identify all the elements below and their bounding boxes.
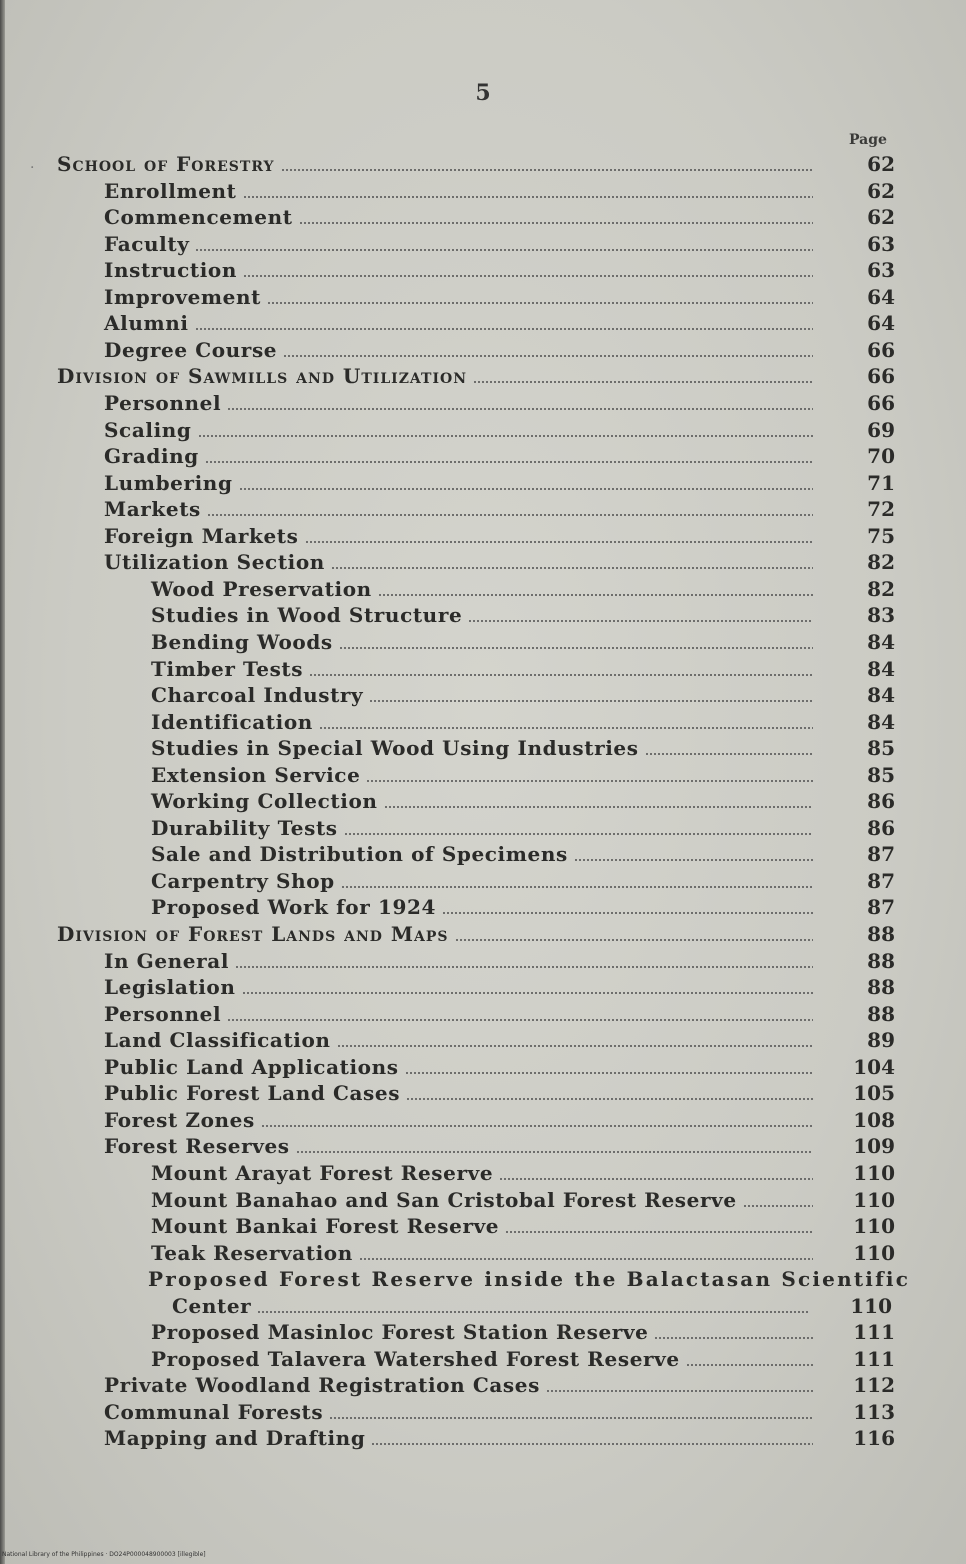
toc-entry-page: 75	[867, 523, 895, 548]
toc-entry-page: 84	[867, 656, 895, 681]
dot-leader	[243, 196, 813, 198]
toc-entry-title: Instruction	[104, 258, 237, 283]
toc-entry	[104, 1371, 895, 1398]
toc-entry-title: Sale and Distribution of Specimens	[151, 842, 568, 867]
dot-leader	[743, 1205, 813, 1207]
toc-entry-title: Personnel	[104, 1001, 222, 1026]
toc-entry-title: Extension Service	[151, 762, 361, 787]
toc-entry-page: 83	[867, 603, 895, 628]
toc-entry-title: Faculty	[104, 231, 190, 256]
dot-leader	[319, 727, 813, 729]
toc-entry-page: 82	[867, 576, 895, 601]
toc-entry-title: Grading	[104, 444, 199, 469]
dot-leader	[371, 1443, 813, 1445]
toc-entry	[104, 973, 895, 1000]
toc-entry-title: Identification	[151, 709, 313, 734]
toc-entry	[151, 867, 895, 893]
toc-entry-title: Teak Reservation	[151, 1240, 353, 1265]
dot-leader	[283, 355, 813, 357]
toc-entry-title: Legislation	[104, 975, 236, 1000]
dot-leader	[195, 328, 813, 330]
toc-entry	[104, 230, 895, 256]
toc-entry-title: Forest Zones	[104, 1107, 255, 1132]
toc-entry-title: Mount Bankai Forest Reserve	[151, 1214, 500, 1238]
toc-entry-page: 84	[867, 709, 895, 734]
dot-leader	[242, 992, 813, 994]
toc-entry-title: Public Land Applications	[104, 1054, 399, 1079]
dot-leader	[473, 381, 813, 383]
toc-entry-title: Mount Banahao and San Cristobal Forest Reserve	[151, 1187, 737, 1212]
toc-entry-title: Division of Forest Lands and Maps	[57, 922, 449, 946]
dot-leader	[205, 461, 813, 463]
toc-entry-title: Forest Reserves	[104, 1134, 290, 1159]
toc-entry	[104, 548, 895, 575]
dot-leader	[305, 541, 813, 543]
dot-leader	[645, 753, 813, 755]
toc-entry	[151, 1239, 895, 1265]
toc-entry	[104, 522, 895, 548]
toc-entry	[104, 283, 895, 309]
toc-entry	[151, 814, 895, 840]
toc-entry	[151, 787, 895, 814]
toc-entry	[104, 469, 895, 495]
toc-entry	[151, 893, 895, 920]
toc-entry-page: 111	[853, 1320, 895, 1345]
toc-entry-page: 112	[853, 1373, 895, 1398]
dot-leader	[243, 275, 813, 277]
toc-entry-page: 104	[853, 1054, 895, 1079]
dot-leader	[337, 1045, 813, 1047]
dot-leader	[654, 1337, 813, 1339]
toc-entry-title: Proposed Masinloc Forest Station Reserve	[151, 1320, 649, 1345]
toc-entry-title: Communal Forests	[104, 1399, 324, 1424]
toc-entry	[104, 177, 895, 203]
toc-entry-page: 72	[867, 497, 895, 522]
toc-entry	[151, 1212, 895, 1238]
dot-leader	[267, 302, 813, 304]
toc-entry	[104, 1106, 895, 1132]
toc-entry	[151, 761, 895, 787]
toc-entry-page: 86	[867, 815, 895, 840]
dot-leader	[369, 700, 813, 702]
toc-entry-title: Land Classification	[104, 1028, 331, 1053]
toc-entry-page: 85	[867, 762, 895, 787]
dot-leader	[468, 620, 813, 622]
toc-entry-title: Studies in Special Wood Using Industries	[151, 736, 639, 761]
dot-leader	[195, 249, 813, 251]
toc-entry-page: 111	[853, 1346, 895, 1371]
toc-entry-title: Mount Arayat Forest Reserve	[151, 1160, 494, 1185]
toc-entry-page: 110	[853, 1160, 895, 1185]
toc-entry-page: 66	[867, 337, 895, 362]
toc-entry	[151, 681, 895, 707]
toc-entry-title: Personnel	[104, 391, 222, 415]
toc-entry	[151, 601, 895, 628]
toc-entry	[151, 1186, 895, 1212]
toc-entry-title: Division of Sawmills and Utilization	[57, 364, 467, 389]
dot-leader	[341, 886, 813, 888]
dot-leader	[359, 1258, 813, 1260]
toc-entry-page: 116	[853, 1426, 895, 1451]
toc-entry-title: Durability Tests	[151, 815, 338, 840]
toc-entry	[104, 203, 895, 230]
toc-entry-page: 88	[867, 948, 895, 973]
toc-entry	[57, 150, 895, 176]
dot-leader	[505, 1231, 813, 1233]
toc-entry-page: 66	[867, 364, 895, 389]
toc-entry	[151, 1159, 895, 1185]
toc-entry-title: Foreign Markets	[104, 523, 299, 548]
dot-leader	[339, 647, 813, 649]
toc-entry-page: 108	[853, 1107, 895, 1132]
toc-entry-page: 63	[867, 231, 895, 256]
dot-leader	[299, 222, 813, 224]
toc-entry-title: Degree Course	[104, 337, 278, 362]
toc-entry	[104, 1053, 895, 1079]
page-number: 5	[475, 80, 491, 106]
toc-entry-title: School of Forestry	[57, 152, 275, 176]
toc-entry-title: Charcoal Industry	[151, 683, 364, 707]
toc-entry-page: 88	[867, 1001, 895, 1026]
toc-entry-page: 62	[867, 152, 895, 176]
toc-entry-page: 64	[867, 311, 895, 336]
toc-entry	[57, 920, 895, 946]
dot-leader	[207, 514, 813, 516]
dot-leader	[366, 780, 813, 782]
dot-leader	[257, 1311, 810, 1313]
toc-entry-title: Center	[172, 1293, 252, 1318]
toc-entry-page: 109	[853, 1134, 895, 1159]
dot-leader	[378, 594, 813, 596]
dot-leader	[405, 1072, 813, 1074]
dot-leader	[235, 966, 813, 968]
toc-entry-title: Wood Preservation	[151, 576, 372, 601]
toc-entry	[104, 1132, 895, 1159]
toc-entry-page: 84	[867, 683, 895, 707]
dot-leader	[227, 408, 813, 410]
toc-entry-page: 63	[867, 258, 895, 283]
toc-entry-title: Public Forest Land Cases	[104, 1081, 401, 1106]
toc-entry-page: 84	[867, 629, 895, 654]
toc-entry-page: 110	[850, 1293, 892, 1318]
toc-entry-title: Proposed Talavera Watershed Forest Reserve	[151, 1346, 680, 1371]
dot-leader	[261, 1125, 813, 1127]
toc-entry	[151, 1318, 895, 1345]
toc-entry-title: Commencement	[104, 205, 293, 230]
dot-leader	[406, 1098, 813, 1100]
toc-entry	[104, 1079, 895, 1106]
page-column-header: Page	[849, 132, 887, 148]
toc-entry-page: 85	[867, 736, 895, 761]
toc-entry	[151, 840, 895, 867]
dot-leader	[331, 567, 813, 569]
toc-entry	[151, 575, 895, 601]
toc-entry-title: Timber Tests	[151, 656, 304, 681]
dot-leader	[574, 859, 813, 861]
toc-entry	[151, 708, 895, 734]
dot-leader	[499, 1178, 813, 1180]
toc-entry-page: 110	[853, 1214, 895, 1238]
toc-entry-page: 87	[867, 868, 895, 893]
dot-leader	[384, 806, 813, 808]
toc-entry	[151, 734, 895, 761]
toc-entry	[104, 1000, 895, 1026]
toc-entry	[104, 442, 895, 469]
toc-entry	[151, 655, 895, 681]
toc-entry-title: Scaling	[104, 417, 192, 442]
dot-leader	[686, 1364, 813, 1366]
toc-entry	[104, 947, 895, 973]
toc-entry-page: 105	[853, 1081, 895, 1106]
toc-entry-page: 62	[867, 178, 895, 203]
toc-entry	[57, 362, 895, 389]
toc-entry-title: Studies in Wood Structure	[151, 603, 463, 628]
toc-entry-page: 70	[867, 444, 895, 469]
toc-entry-page: 62	[867, 205, 895, 230]
toc-entry-title: In General	[104, 948, 230, 973]
dot-leader	[227, 1019, 813, 1021]
toc-entry-page: 110	[853, 1187, 895, 1212]
toc-entry-title: Mapping and Drafting	[104, 1426, 366, 1451]
toc-entry-title: Alumni	[104, 311, 189, 336]
toc-entry-title: Bending Woods	[151, 629, 333, 654]
toc-entry	[104, 256, 895, 283]
toc-entry	[151, 1345, 895, 1371]
toc-entry	[104, 1398, 895, 1424]
toc-entry-page: 89	[867, 1028, 895, 1053]
toc-entry-page: 88	[867, 922, 895, 946]
toc-entry	[104, 416, 895, 442]
toc-entry	[104, 1026, 895, 1053]
dot-leader	[296, 1151, 813, 1153]
toc-entry	[104, 309, 895, 336]
toc-entry	[148, 1265, 911, 1292]
toc-entry	[104, 495, 895, 522]
dot-leader	[455, 939, 813, 941]
dot-leader	[309, 674, 813, 676]
toc-entry-page: 71	[867, 470, 895, 495]
toc-entry-title: Markets	[104, 497, 201, 522]
toc-entry-title: Proposed Forest Reserve inside the Balactasan Scientific	[148, 1267, 911, 1292]
dot-leader	[546, 1390, 813, 1392]
dot-leader	[442, 912, 813, 914]
toc-entry-page: 87	[867, 842, 895, 867]
toc-entry-title: Carpentry Shop	[151, 868, 335, 893]
toc-entry-title: Enrollment	[104, 178, 237, 203]
toc-entry-title: Lumbering	[104, 470, 233, 495]
dot-leader	[329, 1417, 813, 1419]
toc-entry	[172, 1292, 892, 1318]
toc-entry	[104, 336, 895, 362]
toc-entry-page: 86	[867, 789, 895, 814]
toc-entry-page: 66	[867, 391, 895, 415]
dot-leader	[239, 488, 813, 490]
toc-entry-page: 69	[867, 417, 895, 442]
library-footer: National Library of the Philippines · DO24P000048900003 [illegible]	[2, 1551, 206, 1558]
dot-leader	[198, 435, 813, 437]
toc-entry-page: 88	[867, 975, 895, 1000]
toc-entry	[104, 1424, 895, 1451]
toc-entry-title: Improvement	[104, 284, 261, 309]
dot-leader	[344, 833, 813, 835]
toc-entry-page: 64	[867, 284, 895, 309]
toc-entry	[104, 389, 895, 415]
toc-entry-title: Proposed Work for 1924	[151, 895, 437, 920]
toc-entry-title: Utilization Section	[104, 550, 325, 575]
toc-entry-page: 110	[853, 1240, 895, 1265]
toc-entry	[151, 628, 895, 654]
toc-entry-title: Working Collection	[151, 789, 378, 814]
dot-leader	[281, 169, 813, 171]
margin-mark: ·	[30, 160, 35, 176]
toc-entry-page: 113	[853, 1399, 895, 1424]
toc-entry-title: Private Woodland Registration Cases	[104, 1373, 540, 1398]
toc-entry-page: 87	[867, 895, 895, 920]
toc-entry-page: 82	[867, 550, 895, 575]
